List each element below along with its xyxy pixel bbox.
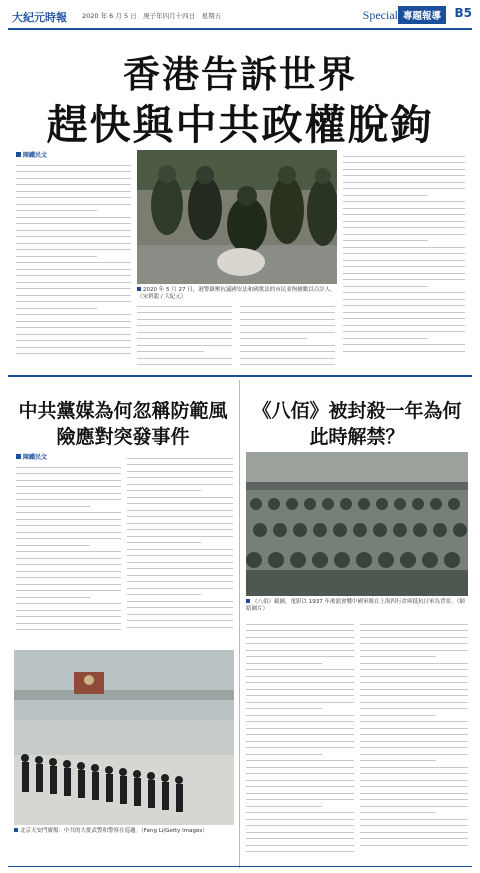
- special-label: Special: [362, 8, 398, 22]
- story3-caption: 《八佰》截圖。電影以 1937 年淞滬會戰中國軍隊在上海四行倉庫抵抗日軍為背景。（網絡圖片）: [246, 599, 468, 613]
- header-rule: [8, 28, 472, 30]
- story1-caption: 2020 年 5 月 27 日，港警鎮壓抗議國安法和國歌法的市民並拘捕數以百計人。（宋碧龍 / 大紀元）: [137, 287, 336, 300]
- story2-headline: 中共黨媒為何忽稱防範風險應對突發事件: [18, 400, 228, 448]
- story2-col2: [127, 452, 233, 647]
- story2-col1: [16, 452, 121, 647]
- story1-col2: [137, 300, 232, 365]
- page-number: B5: [454, 6, 472, 20]
- story2-byline: 陳鐵民文: [16, 452, 121, 461]
- story1-col1: [16, 150, 131, 360]
- section-tag: 專題報導: [398, 6, 446, 24]
- story3-col1: [246, 618, 354, 858]
- story2-photo: [14, 650, 234, 825]
- story3-headline: 《八佰》被封殺一年為何此時解禁？: [252, 400, 462, 448]
- main-headline-line1: 香港告訴世界: [123, 52, 357, 96]
- section-divider: [8, 375, 472, 377]
- column-separator: [239, 380, 240, 868]
- story1-col4: [343, 150, 465, 365]
- story1-col3: [240, 300, 335, 365]
- main-headline-line2: 趕快與中共政權脫鉤: [46, 101, 434, 149]
- story1-photo: [137, 150, 337, 284]
- masthead-logo: 大紀元時報: [12, 11, 67, 24]
- dateline: 2020 年 6 月 5 日 庚子年四月十四日 星期五: [82, 12, 222, 20]
- footer-rule: [8, 866, 472, 867]
- story1-byline: 陳鐵民文: [16, 150, 131, 159]
- story2-caption: 北京天安門廣場：中共的大批武警和警察在巡邏。（Feng Li/Getty Images）: [14, 828, 234, 835]
- story3-photo: [246, 452, 468, 596]
- story3-col2: [360, 618, 468, 858]
